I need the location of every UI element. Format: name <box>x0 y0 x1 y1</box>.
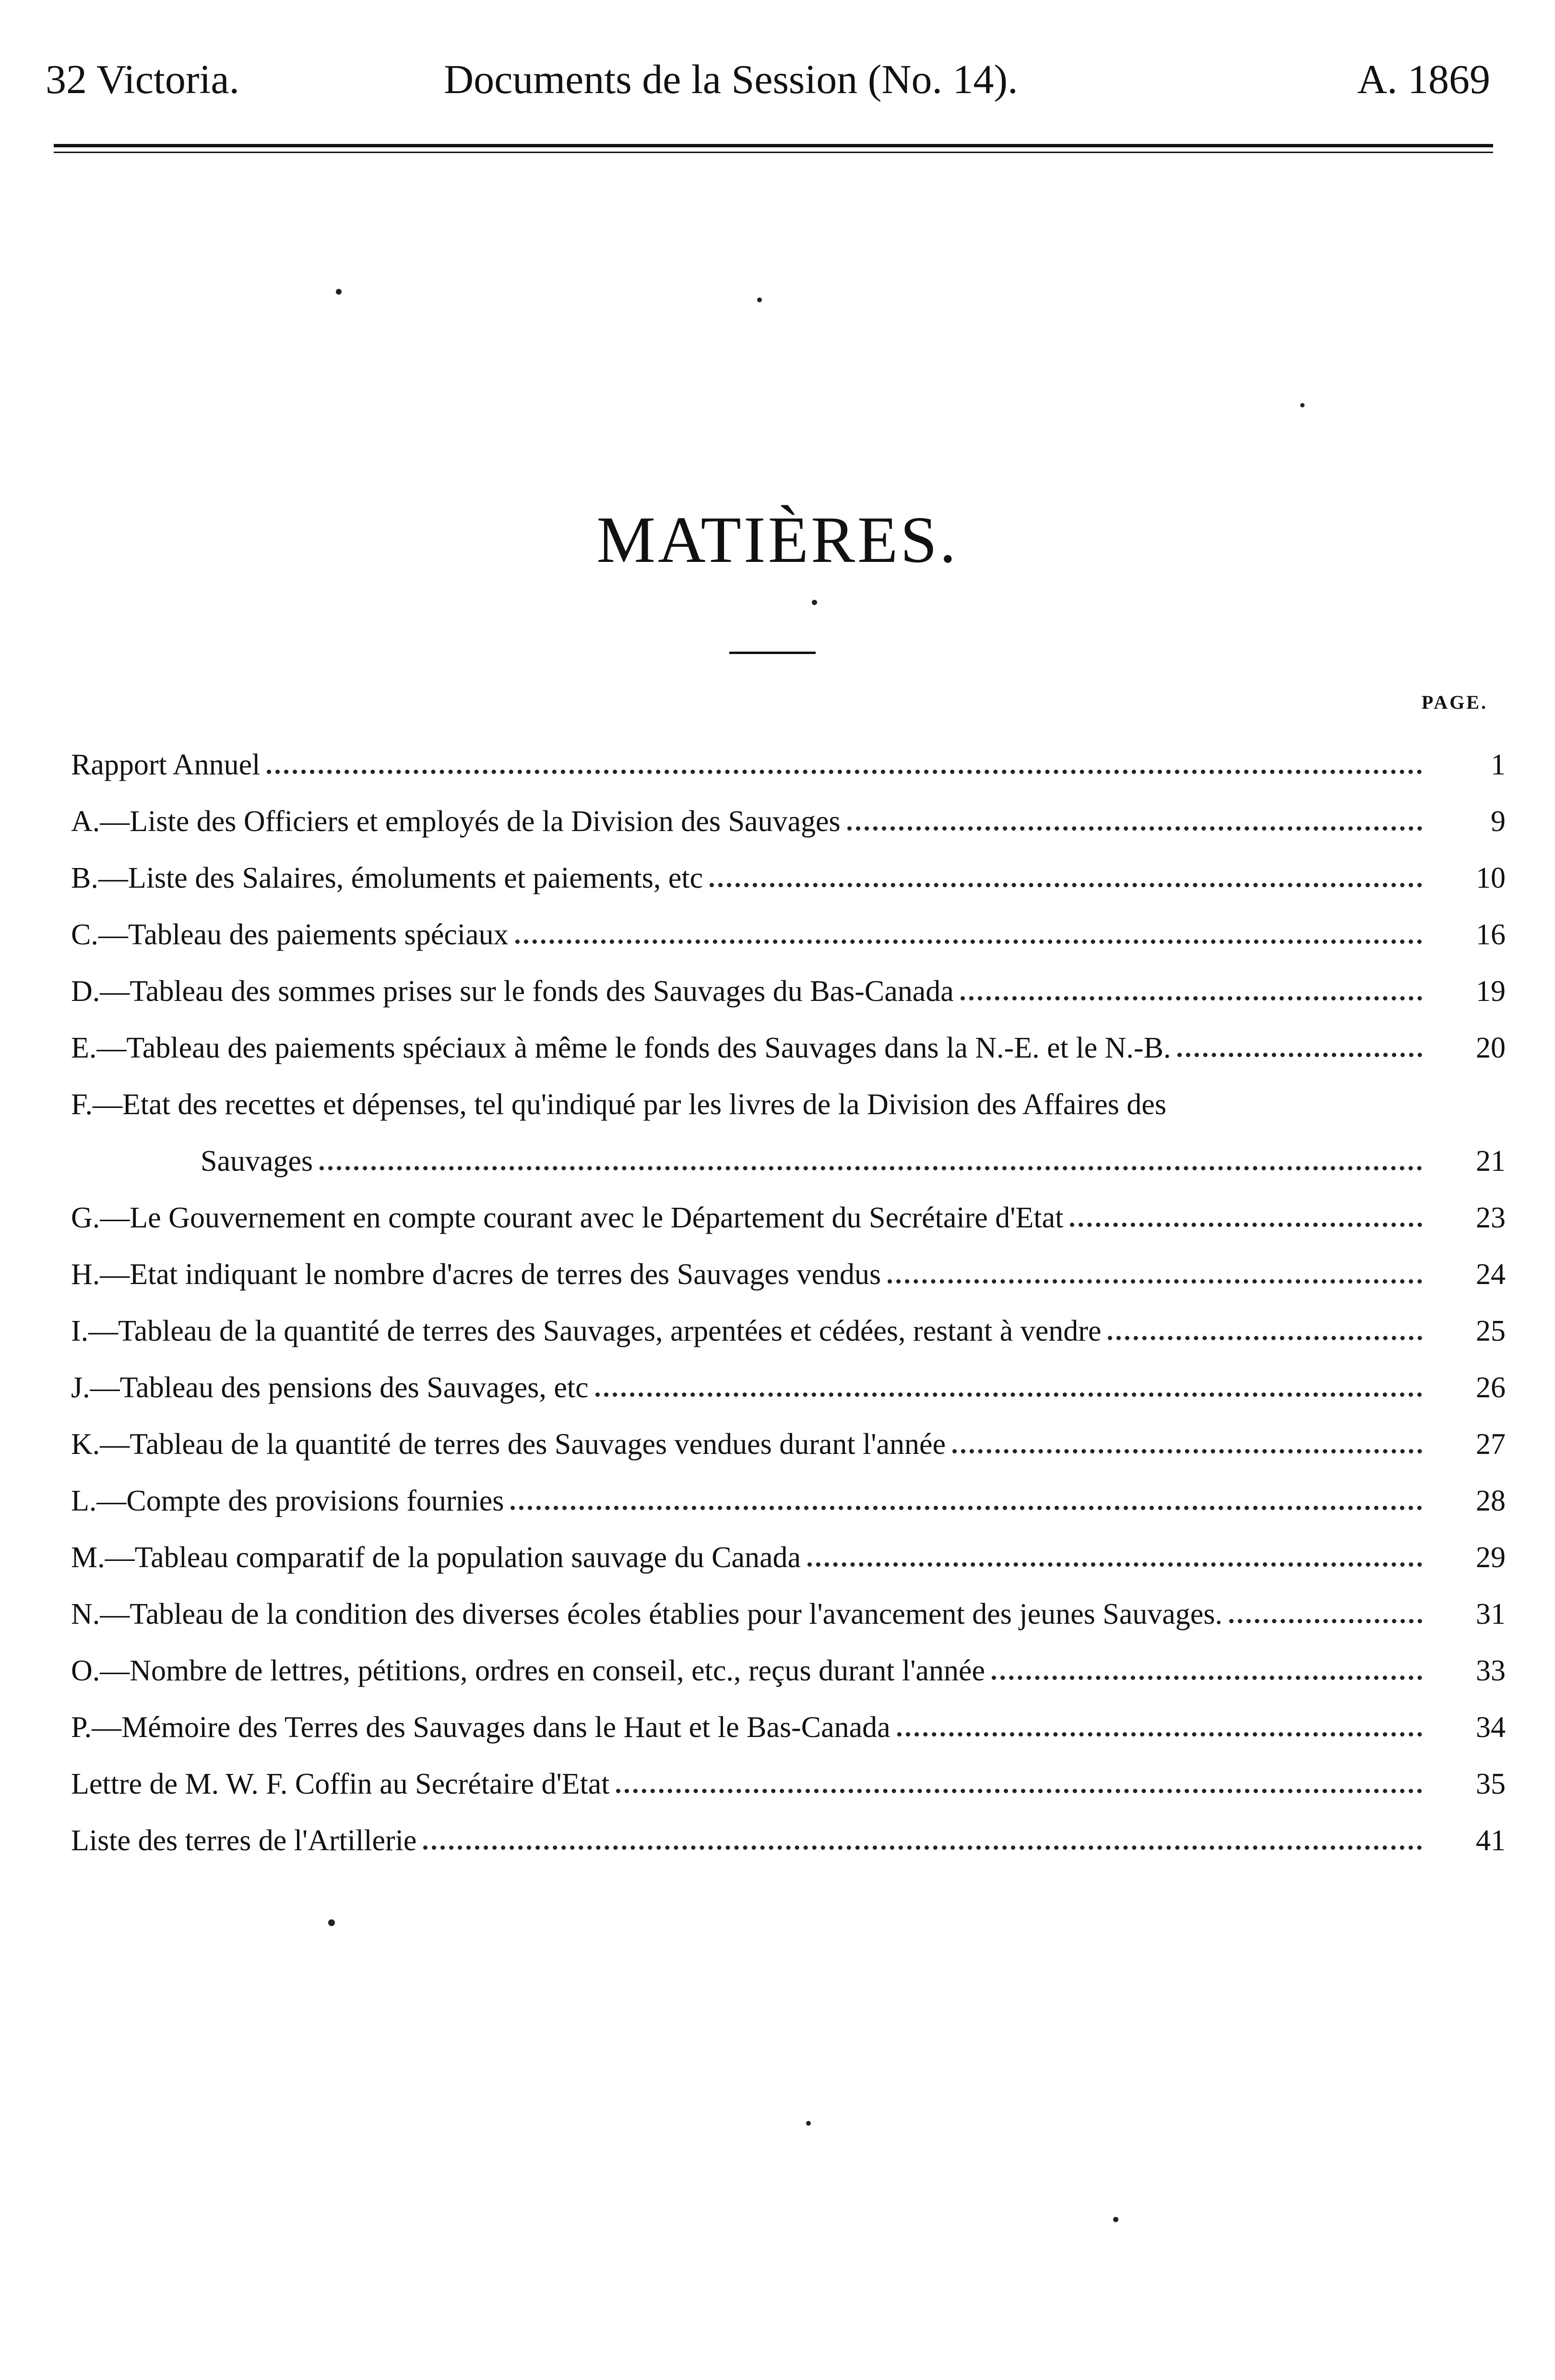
toc-entry-page-number: 27 <box>1476 1428 1506 1461</box>
dot-leader <box>710 883 1422 887</box>
toc-entry-title: D.—Tableau des sommes prises sur le fonds des Sauvages du Bas-Canada <box>71 975 954 1008</box>
toc-entry-page-number: 34 <box>1476 1711 1506 1744</box>
toc-entry-page-number: 24 <box>1476 1258 1506 1291</box>
toc-entry <box>71 1416 1506 1473</box>
toc-entry-page-number: 31 <box>1476 1598 1506 1630</box>
print-speck <box>757 298 762 302</box>
print-speck <box>328 1919 335 1926</box>
toc-entry-page-number: 35 <box>1476 1768 1506 1800</box>
toc-entry <box>71 1020 1506 1076</box>
toc-entry <box>71 963 1506 1020</box>
dot-leader <box>888 1279 1422 1284</box>
header-year: A. 1869 <box>1357 56 1490 102</box>
toc-entry-title: F.—Etat des recettes et dépenses, tel qu'indiqué par les livres de la Division des Affaires des <box>71 1088 1166 1121</box>
dot-leader <box>897 1732 1422 1737</box>
toc-entry <box>71 1812 1506 1869</box>
print-speck <box>336 289 342 295</box>
toc-entry-title: E.—Tableau des paiements spéciaux à même le fonds des Sauvages dans la N.-E. et le N.-B. <box>71 1032 1171 1064</box>
toc-entry-page-number: 9 <box>1491 805 1506 838</box>
toc-entry-title: Rapport Annuel <box>71 749 261 781</box>
toc-entry-page-number: 20 <box>1476 1032 1506 1064</box>
toc-entry-title: Liste des terres de l'Artillerie <box>71 1824 417 1857</box>
toc-entry <box>71 906 1506 963</box>
toc-entry <box>71 1303 1506 1359</box>
toc-entry <box>71 1642 1506 1699</box>
toc-entry-title: M.—Tableau comparatif de la population sauvage du Canada <box>71 1541 801 1574</box>
toc-entry-page-number: 33 <box>1476 1654 1506 1687</box>
toc-entry <box>71 1529 1506 1586</box>
toc-entry <box>71 793 1506 850</box>
toc-entry-page-number: 19 <box>1476 975 1506 1008</box>
print-speck <box>1300 403 1305 407</box>
toc-entry <box>71 737 1506 793</box>
toc-entry-page-number: 10 <box>1476 862 1506 894</box>
toc-entry <box>71 1586 1506 1642</box>
toc-entry-title: N.—Tableau de la condition des diverses écoles établies pour l'avancement des jeunes Sauvages. <box>71 1598 1223 1630</box>
header-session-number: 32 Victoria. <box>46 56 240 102</box>
toc-entry <box>71 1190 1506 1246</box>
toc-entry <box>71 850 1506 906</box>
dot-leader <box>807 1562 1422 1567</box>
toc-entry-title: Lettre de M. W. F. Coffin au Secrétaire d'Etat <box>71 1768 610 1800</box>
dot-leader <box>515 940 1422 944</box>
toc-entry-title-continued: Sauvages <box>201 1145 313 1178</box>
toc-entry-title: C.—Tableau des paiements spéciaux <box>71 918 509 951</box>
dot-leader <box>320 1166 1422 1170</box>
toc-entry-title: P.—Mémoire des Terres des Sauvages dans le Haut et le Bas-Canada <box>71 1711 890 1744</box>
toc-entry-title: O.—Nombre de lettres, pétitions, ordres en conseil, etc., reçus durant l'année <box>71 1654 985 1687</box>
toc-entry-page-number: 29 <box>1476 1541 1506 1574</box>
dot-leader <box>1070 1223 1422 1227</box>
dot-leader <box>1108 1336 1422 1340</box>
toc-entry <box>71 1473 1506 1529</box>
dot-leader <box>423 1845 1422 1850</box>
toc-entry-title: L.—Compte des provisions fournies <box>71 1485 504 1517</box>
dot-leader <box>1229 1619 1422 1623</box>
dot-leader <box>847 826 1422 831</box>
running-header <box>0 53 1555 110</box>
dot-leader <box>595 1392 1422 1397</box>
toc-entry-title: I.—Tableau de la quantité de terres des Sauvages, arpentées et cédées, restant à vendre <box>71 1315 1102 1347</box>
table-of-contents <box>71 737 1506 1869</box>
toc-entry-title: B.—Liste des Salaires, émoluments et paiements, etc <box>71 862 703 894</box>
toc-entry-page-number: 21 <box>1476 1145 1506 1178</box>
toc-entry <box>71 1359 1506 1416</box>
toc-entry-page-number: 16 <box>1476 918 1506 951</box>
page-column-label: PAGE. <box>1421 691 1488 713</box>
toc-entry-title: A.—Liste des Officiers et employés de la Division des Sauvages <box>71 805 841 838</box>
title-divider <box>729 652 816 654</box>
toc-entry-title: K.—Tableau de la quantité de terres des Sauvages vendues durant l'année <box>71 1428 946 1461</box>
toc-entry-page-number: 1 <box>1491 749 1506 781</box>
header-rule-thin <box>54 152 1493 153</box>
dot-leader <box>616 1789 1422 1793</box>
toc-entry-page-number: 26 <box>1476 1371 1506 1404</box>
dot-leader <box>510 1506 1422 1510</box>
toc-entry <box>71 1756 1506 1812</box>
toc-entry-page-number: 23 <box>1476 1202 1506 1234</box>
toc-entry-page-number: 25 <box>1476 1315 1506 1347</box>
toc-entry-title: G.—Le Gouvernement en compte courant avec le Département du Secrétaire d'Etat <box>71 1202 1064 1234</box>
toc-entry <box>71 1699 1506 1756</box>
page-title: MATIÈRES. <box>596 503 959 576</box>
toc-entry-page-number: 41 <box>1476 1824 1506 1857</box>
toc-entry-title: J.—Tableau des pensions des Sauvages, etc <box>71 1371 589 1404</box>
print-speck <box>812 600 817 605</box>
dot-leader <box>1177 1053 1422 1057</box>
toc-entry <box>71 1246 1506 1303</box>
toc-entry <box>71 1076 1506 1190</box>
toc-entry-title: H.—Etat indiquant le nombre d'acres de terres des Sauvages vendus <box>71 1258 881 1291</box>
dot-leader <box>952 1449 1422 1453</box>
dot-leader <box>992 1676 1422 1680</box>
dot-leader <box>267 770 1422 774</box>
print-speck <box>1113 2217 1118 2222</box>
header-document-title: Documents de la Session (No. 14). <box>444 56 1018 102</box>
print-speck <box>806 2121 811 2126</box>
dot-leader <box>961 996 1422 1000</box>
header-rule-thick <box>54 144 1493 147</box>
toc-entry-page-number: 28 <box>1476 1485 1506 1517</box>
